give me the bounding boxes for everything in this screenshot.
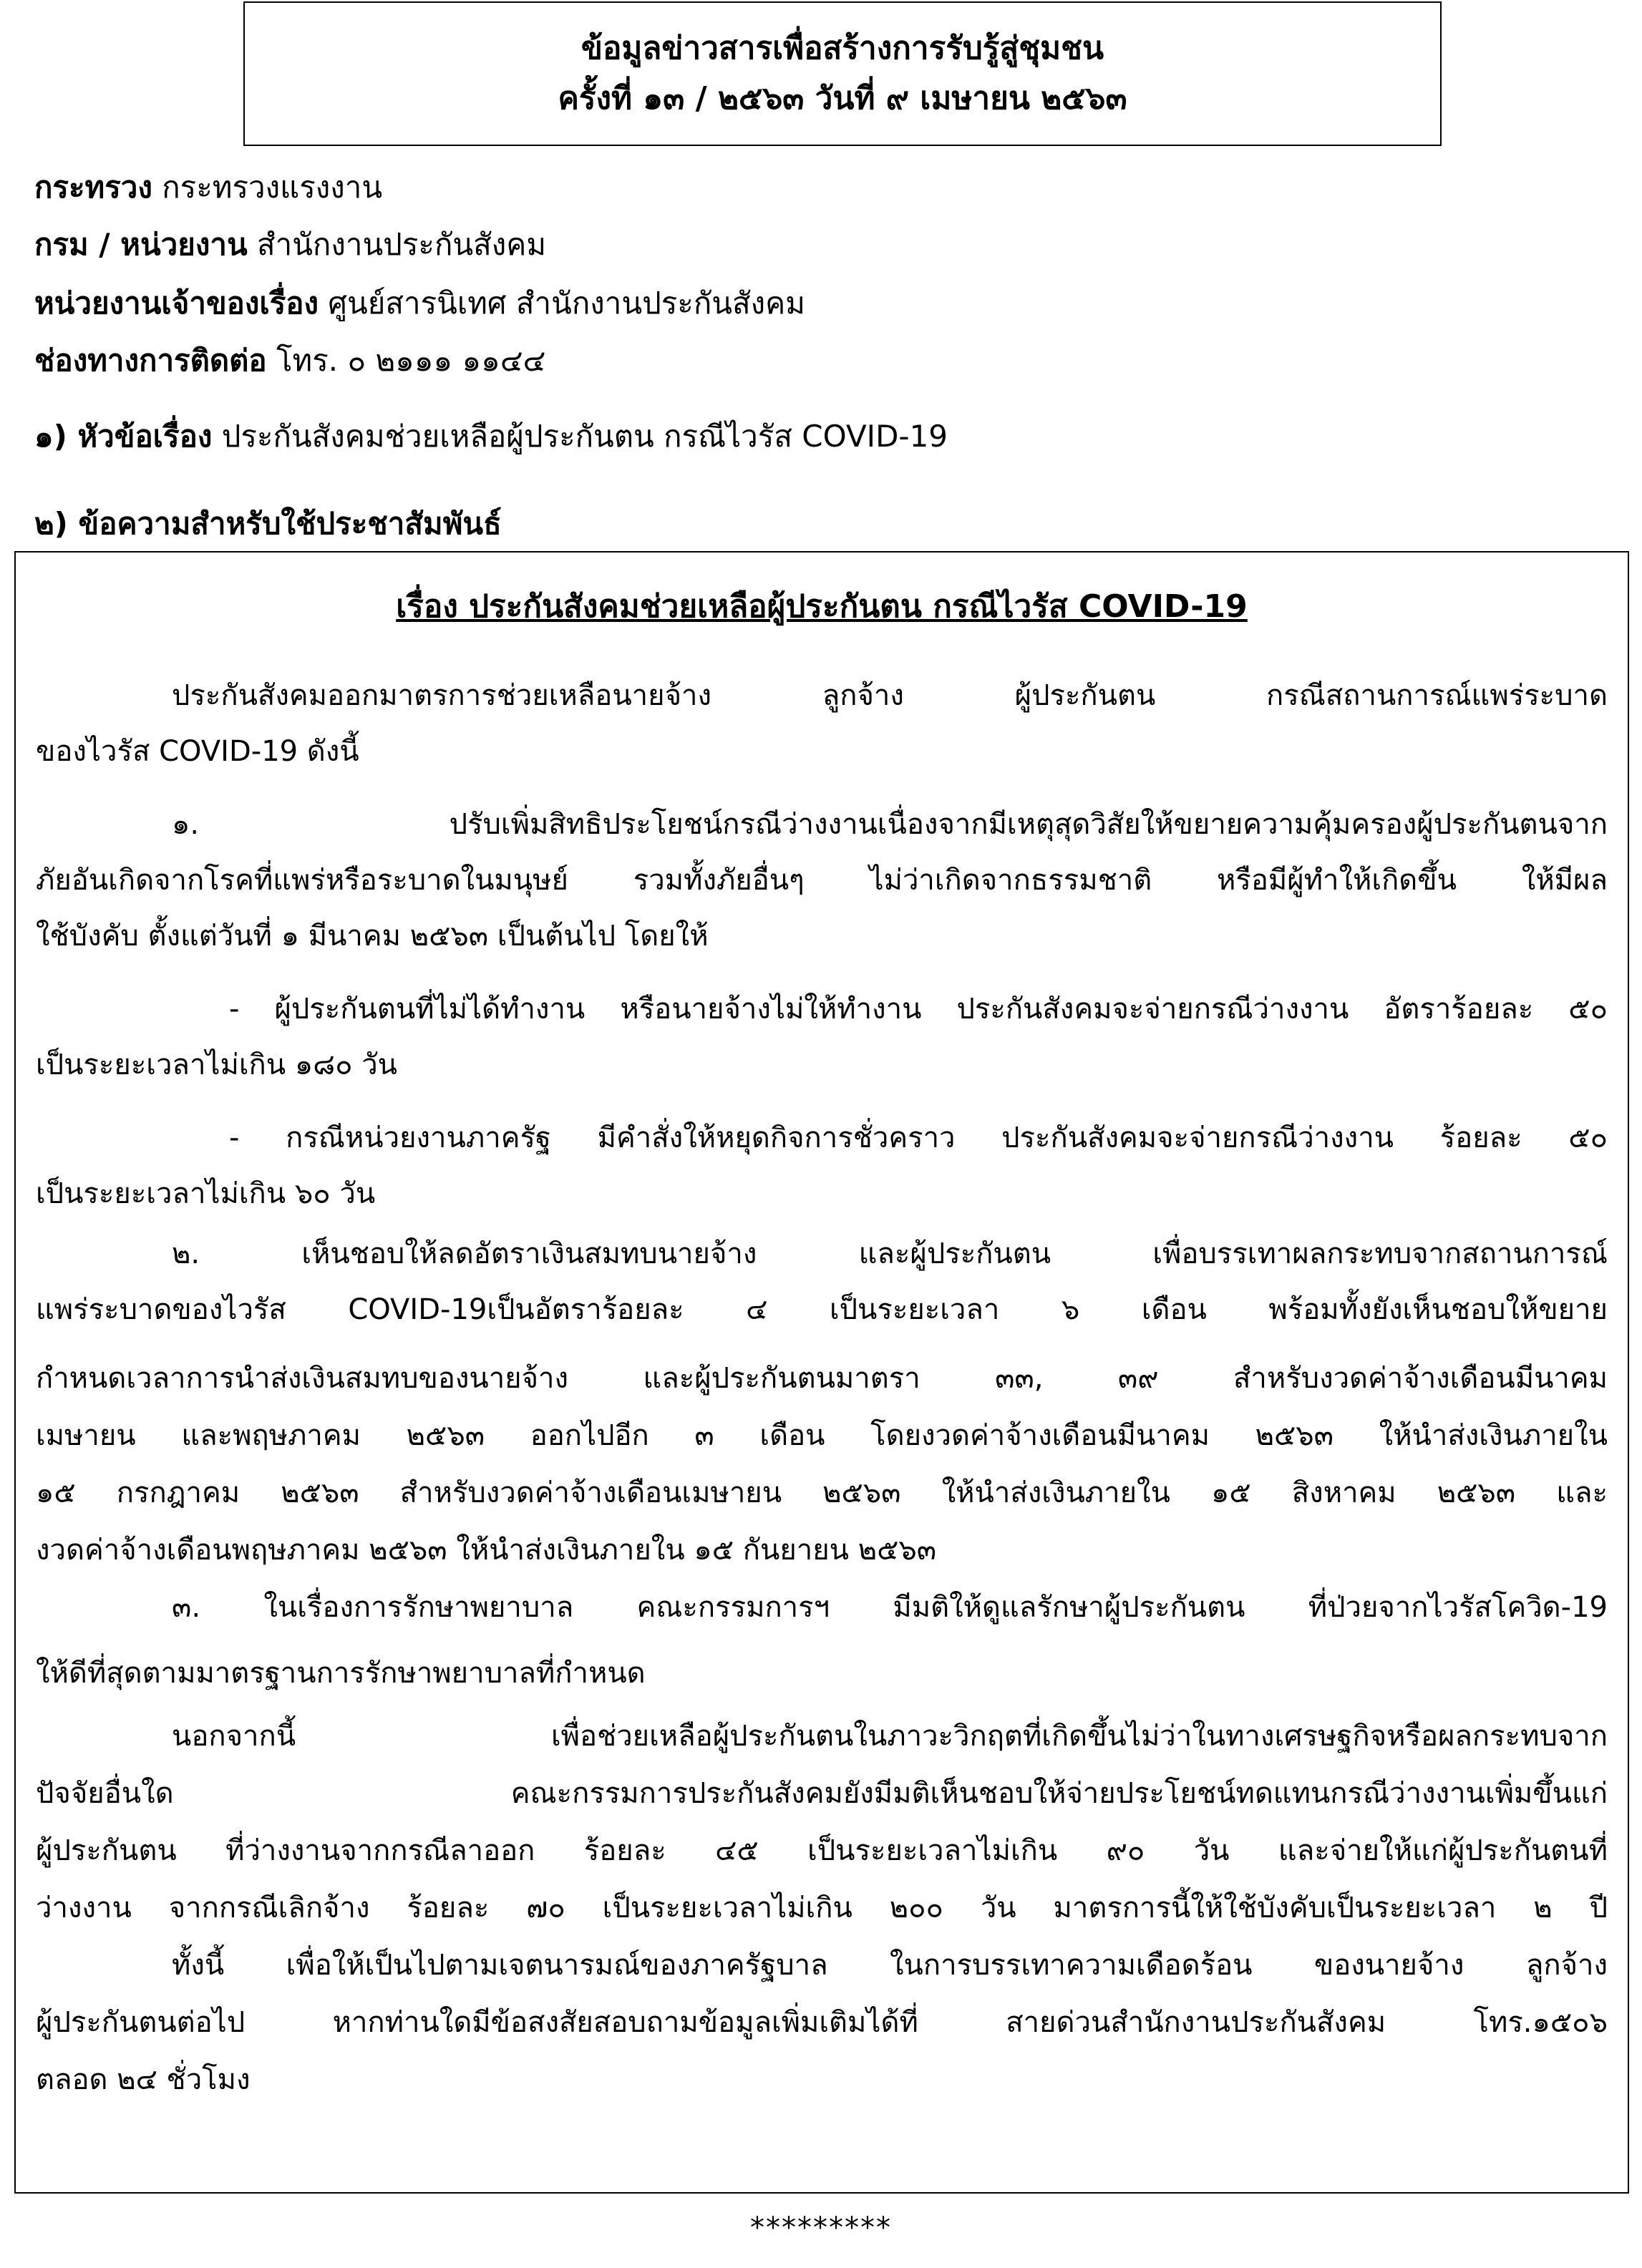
paragraph-line: ๓. ในเรื่องการรักษาพยาบาล คณะกรรมการฯ มีมติให้ดูแลรักษาผู้ประกันตน ที่ป่วยจากไวรัสโควิด-19 — [172, 1591, 1608, 1624]
end-marker: ********* — [750, 2211, 892, 2244]
meta-department-label: กรม / หน่วยงาน — [34, 227, 248, 262]
header-issue-date: ครั้งที่ ๑๓ / ๒๕๖๓ วันที่ ๙ เมษายน ๒๕๖๓ — [558, 80, 1127, 117]
box-title: เรื่อง ประกันสังคมช่วยเหลือผู้ประกันตน กรณีไวรัส COVID-19 — [396, 588, 1248, 625]
meta-owner — [34, 282, 805, 325]
paragraph-line: เป็นระยะเวลาไม่เกิน ๑๘๐ วัน — [36, 1048, 398, 1081]
paragraph-line: งวดค่าจ้างเดือนพฤษภาคม ๒๕๖๓ ให้นำส่งเงินภายใน ๑๕ กันยายน ๒๕๖๓ — [36, 1534, 937, 1567]
paragraph-line: ตลอด ๒๔ ชั่วโมง — [36, 2063, 251, 2096]
meta-owner-label: หน่วยงานเจ้าของเรื่อง — [34, 286, 319, 321]
paragraph-line: เป็นระยะเวลาไม่เกิน ๖๐ วัน — [36, 1177, 376, 1210]
paragraph-line: แพร่ระบาดของไวรัส COVID-19เป็นอัตราร้อยละ ๔ เป็นระยะเวลา ๖ เดือน พร้อมทั้งยังเห็นชอบให้ขยาย — [36, 1293, 1608, 1326]
paragraph-line: - ผู้ประกันตนที่ไม่ได้ทำงาน หรือนายจ้างไม่ให้ทำงาน ประกันสังคมจะจ่ายกรณีว่างงาน อัตราร้อยละ ๕๐ — [229, 993, 1608, 1026]
section-topic — [34, 415, 948, 458]
meta-ministry-value: กระทรวงแรงงาน — [152, 170, 383, 205]
section-topic-value: ประกันสังคมช่วยเหลือผู้ประกันตน กรณีไวรัส COVID-19 — [212, 419, 948, 454]
paragraph-line: ๑๕ กรกฎาคม ๒๕๖๓ สำหรับงวดค่าจ้างเดือนเมษายน ๒๕๖๓ ให้นำส่งเงินภายใน ๑๕ สิงหาคม ๒๕๖๓ และ — [36, 1476, 1608, 1509]
meta-contact — [34, 339, 545, 382]
paragraph-line: ใช้บังคับ ตั้งแต่วันที่ ๑ มีนาคม ๒๕๖๓ เป็นต้นไป โดยให้ — [36, 920, 709, 953]
meta-ministry — [34, 166, 382, 209]
paragraph-line: ผู้ประกันตนต่อไป หากท่านใดมีข้อสงสัยสอบถามข้อมูลเพิ่มเติมได้ที่ สายด่วนสำนักงานประกันสังคม โทร.๑๕๐๖ — [36, 2006, 1608, 2039]
paragraph-line: นอกจากนี้ เพื่อช่วยเหลือผู้ประกันตนในภาวะวิกฤตที่เกิดขึ้นไม่ว่าในทางเศรษฐกิจหรือผลกระทบจาก — [172, 1720, 1608, 1753]
pr-message-box — [14, 551, 1629, 2194]
meta-contact-label: ช่องทางการติดต่อ — [34, 343, 267, 378]
section-pr-label: ๒) ข้อความสำหรับใช้ประชาสัมพันธ์ — [34, 506, 502, 541]
paragraph-line: กำหนดเวลาการนำส่งเงินสมทบของนายจ้าง และผู้ประกันตนมาตรา ๓๓, ๓๙ สำหรับงวดค่าจ้างเดือนมีนาคม — [36, 1362, 1608, 1395]
section-topic-label: ๑) หัวข้อเรื่อง — [34, 419, 213, 454]
paragraph-line: ๒. เห็นชอบให้ลดอัตราเงินสมทบนายจ้าง และผู้ประกันตน เพื่อบรรเทาผลกระทบจากสถานการณ์ — [172, 1237, 1608, 1270]
section-pr-message — [34, 502, 502, 545]
paragraph-line: ว่างงาน จากกรณีเลิกจ้าง ร้อยละ ๗๐ เป็นระยะเวลาไม่เกิน ๒๐๐ วัน มาตรการนี้ให้ใช้บังคับเป็นระยะเวลา ๒ ปี — [36, 1892, 1608, 1924]
paragraph-line: ของไวรัส COVID-19 ดังนี้ — [36, 735, 359, 768]
paragraph-line: ทั้งนี้ เพื่อให้เป็นไปตามเจตนารมณ์ของภาครัฐบาล ในการบรรเทาความเดือดร้อน ของนายจ้าง ลูกจ้าง — [172, 1949, 1608, 1982]
paragraph-line: ปัจจัยอื่นใด คณะกรรมการประกันสังคมยังมีมติเห็นชอบให้จ่ายประโยชน์ทดแทนกรณีว่างงานเพิ่มขึ้นแก่ — [36, 1777, 1608, 1810]
paragraph-line: เมษายน และพฤษภาคม ๒๕๖๓ ออกไปอีก ๓ เดือน โดยงวดค่าจ้างเดือนมีนาคม ๒๕๖๓ ให้นำส่งเงินภายใน — [36, 1419, 1608, 1452]
paragraph-line: ๑. ปรับเพิ่มสิทธิประโยชน์กรณีว่างงานเนื่องจากมีเหตุสุดวิสัยให้ขยายความคุ้มครองผู้ประกันตนจาก — [172, 808, 1608, 841]
paragraph-line: ผู้ประกันตน ที่ว่างงานจากกรณีลาออก ร้อยละ ๔๕ เป็นระยะเวลาไม่เกิน ๙๐ วัน และจ่ายให้แก่ผู้ประกันตนที่ — [36, 1834, 1608, 1867]
meta-department-value: สำนักงานประกันสังคม — [247, 227, 547, 262]
paragraph-line: ภัยอันเกิดจากโรคที่แพร่หรือระบาดในมนุษย์ รวมทั้งภัยอื่นๆ ไม่ว่าเกิดจากธรรมชาติ หรือมีผู้ทำให้เกิดขึ้น ให้มีผล — [36, 864, 1608, 897]
meta-department — [34, 223, 546, 266]
paragraph-line: ประกันสังคมออกมาตรการช่วยเหลือนายจ้าง ลูกจ้าง ผู้ประกันตน กรณีสถานการณ์แพร่ระบาด — [172, 679, 1608, 712]
meta-ministry-label: กระทรวง — [34, 170, 152, 205]
paragraph-line: ให้ดีที่สุดตามมาตรฐานการรักษาพยาบาลที่กำหนด — [36, 1657, 646, 1690]
meta-contact-value: โทร. ๐ ๒๑๑๑ ๑๑๔๔ — [266, 343, 546, 378]
meta-owner-value: ศูนย์สารนิเทศ สำนักงานประกันสังคม — [319, 286, 805, 321]
header-title: ข้อมูลข่าวสารเพื่อสร้างการรับรู้สู่ชุมชน — [580, 30, 1104, 67]
paragraph-line: - กรณีหน่วยงานภาครัฐ มีคำสั่งให้หยุดกิจการชั่วคราว ประกันสังคมจะจ่ายกรณีว่างงาน ร้อยละ ๕๐ — [229, 1121, 1608, 1154]
header-box — [243, 1, 1442, 146]
